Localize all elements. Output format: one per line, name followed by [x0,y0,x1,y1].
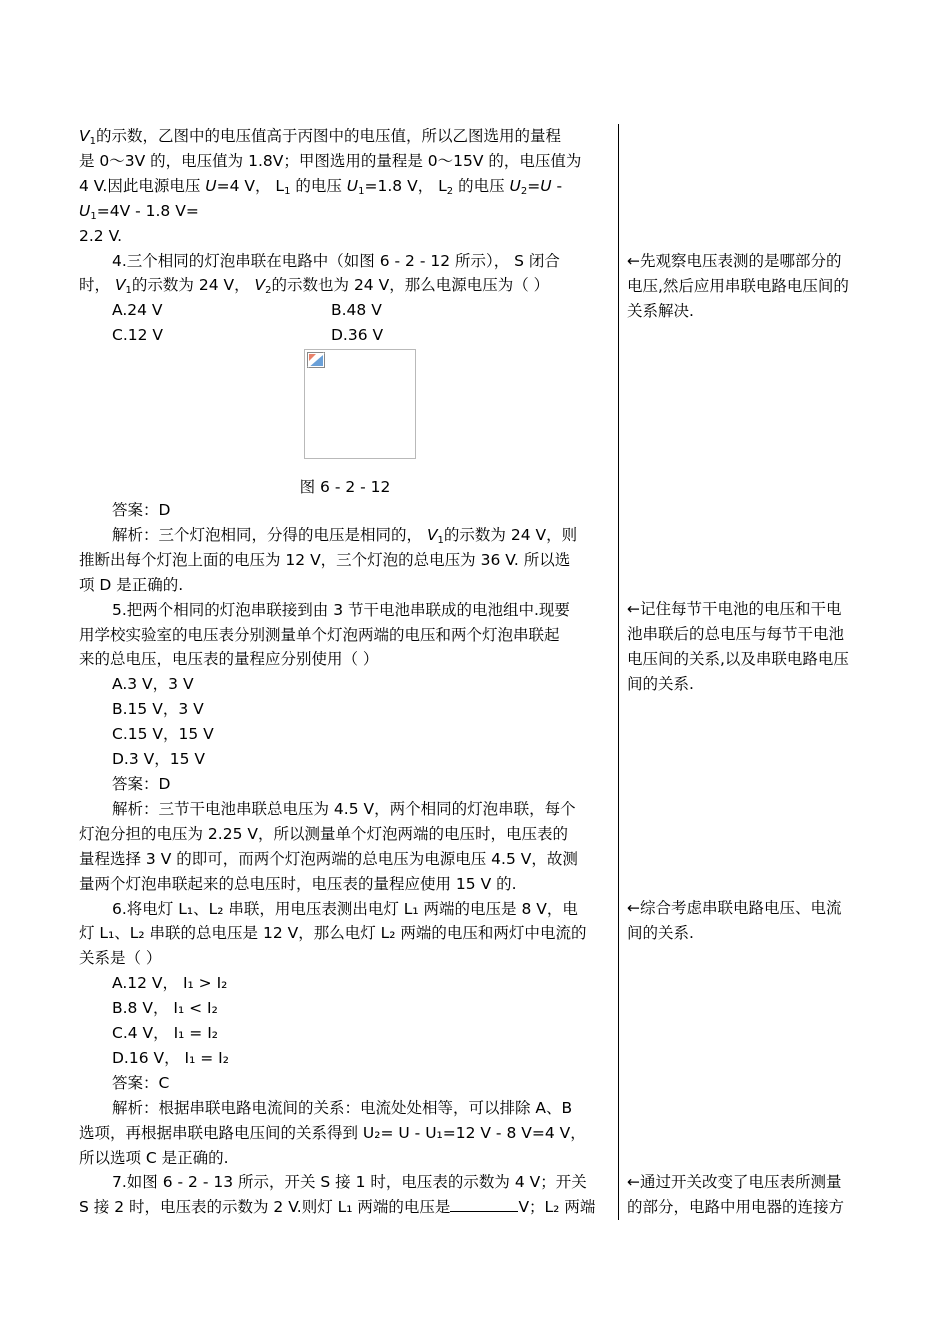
figure-caption: 图 6 - 2 - 12 [299,478,391,496]
explanation-line: 量程选择 3 V 的即可，而两个灯泡两端的总电压为电源电压 4.5 V，故测 [79,849,578,868]
broken-image-icon [307,352,325,368]
answer: 答案：C [112,1073,170,1092]
side-note-q7 [627,1170,877,1220]
explanation-line: 选项，再根据串联电路电压间的关系得到 U₂= U - U₁=12 V - 8 V=4 V， [79,1123,586,1142]
question-4-stem: 时， $V_1$的示数为 24 V， $V_2$的示数也为 24 V，那么电源电压为（ ） [79,276,550,297]
question-5-stem: 5.把两个相同的灯泡串联接到由 3 节干电池串联成的电池组中.现要 [112,600,570,619]
answer: 答案：D [112,774,171,793]
question-7-stem: S 接 2 时，电压表的示数为 2 V.则灯 L₁ 两端的电压是 V；L₂ 两端 [79,1198,596,1217]
answer-blank[interactable] [450,1197,518,1212]
option-a: A.24 V [112,301,163,320]
side-note-q6 [627,896,877,946]
main-column [79,124,611,348]
explanation-line: 灯泡分担的电压为 2.25 V，所以测量单个灯泡两端的电压时，电压表的 [79,824,568,843]
text-line: 2.2 V. [79,226,123,245]
option-d: D.16 V， I₁ = I₂ [112,1048,229,1067]
answer: 答案：D [112,501,171,519]
option-b: B.8 V， I₁ < I₂ [112,999,218,1018]
option-c: C.15 V，15 V [112,725,214,744]
explanation-line: 量两个灯泡串联起来的总电压时，电压表的量程应使用 15 V 的. [79,874,517,893]
question-6-stem: 灯 L₁、L₂ 串联的总电压是 12 V，那么电灯 L₂ 两端的电压和两灯中电流的 [79,924,587,943]
option-c: C.12 V [112,326,164,345]
explanation-line: 解析：三节干电池串联总电压为 4.5 V，两个相同的灯泡串联，每个 [112,799,576,818]
note-line: 池串联后的总电压与每节干电池 [627,624,845,643]
question-4-options-row [79,323,611,348]
note-line: 电压,然后应用串联电路电压间的 [627,276,849,295]
figure-placeholder [304,349,416,459]
column-divider [618,124,619,1220]
explanation-line: 解析：三个灯泡相同，分得的电压是相同的， $V_1$的示数为 24 V，则 [112,525,578,546]
note-line: 间的关系. [627,923,694,942]
text-line: 是 0～3V 的，电压值为 1.8V；甲图选用的量程是 0～15V 的，电压值为 [79,151,582,170]
main-column-continued [79,498,611,1220]
explanation-line: 项 D 是正确的. [79,575,184,594]
option-d: D.36 V [331,326,384,345]
explanation-line: 所以选项 C 是正确的. [79,1148,229,1167]
note-line: ←记住每节干电池的电压和干电 [627,600,842,618]
question-6-stem: 关系是（ ） [79,949,162,968]
note-line: 的部分，电路中用电器的连接方 [627,1197,845,1216]
question-4-stem: 4.三个相同的灯泡串联在电路中（如图 6 - 2 - 12 所示）， S 闭合 [112,251,560,270]
text-line: 4 V.因此电源电压 U=4 V， $L_1$ 的电压 $U_1=1.8$ V， $L_2$ 的电压 $U_2=U$ - [79,176,563,197]
option-b: B.15 V，3 V [112,700,204,719]
question-5-stem: 来的总电压，电压表的量程应分别使用（ ） [79,650,379,669]
side-note-q5 [627,597,877,697]
note-line: 电压间的关系,以及串联电路电压 [627,649,849,668]
explanation-line: 推断出每个灯泡上面的电压为 12 V，三个灯泡的总电压为 36 V. 所以选 [79,550,571,569]
side-note-q4 [627,249,877,324]
text-line: $V_1$的示数，乙图中的电压值高于丙图中的电压值，所以乙图选用的量程 [79,127,561,147]
note-line: ←先观察电压表测的是哪部分的 [627,252,842,270]
option-d: D.3 V，15 V [112,750,206,769]
option-c: C.4 V， I₁ = I₂ [112,1024,218,1043]
option-a: A.12 V， I₁ > I₂ [112,974,228,993]
question-7-stem: 7.如图 6 - 2 - 13 所示，开关 S 接 1 时，电压表的示数为 4 V；开关 [112,1173,587,1192]
note-line: 间的关系. [627,674,694,693]
option-b: B.48 V [331,301,382,320]
text-line: $U_1=4V - 1.8$ V= [79,201,199,222]
question-6-stem: 6.将电灯 L₁、L₂ 串联，用电压表测出电灯 L₁ 两端的电压是 8 V，电 [112,899,578,918]
note-line: ←综合考虑串联电路电压、电流 [627,899,842,917]
note-line: 关系解决. [627,301,694,320]
question-5-stem: 用学校实验室的电压表分别测量单个灯泡两端的电压和两个灯泡串联起 [79,625,560,644]
question-4-options-row [79,298,611,323]
explanation-line: 解析：根据串联电路电流间的关系：电流处处相等，可以排除 A、B [112,1098,573,1117]
option-a: A.3 V，3 V [112,675,194,694]
note-line: ←通过开关改变了电压表所测量 [627,1173,842,1191]
